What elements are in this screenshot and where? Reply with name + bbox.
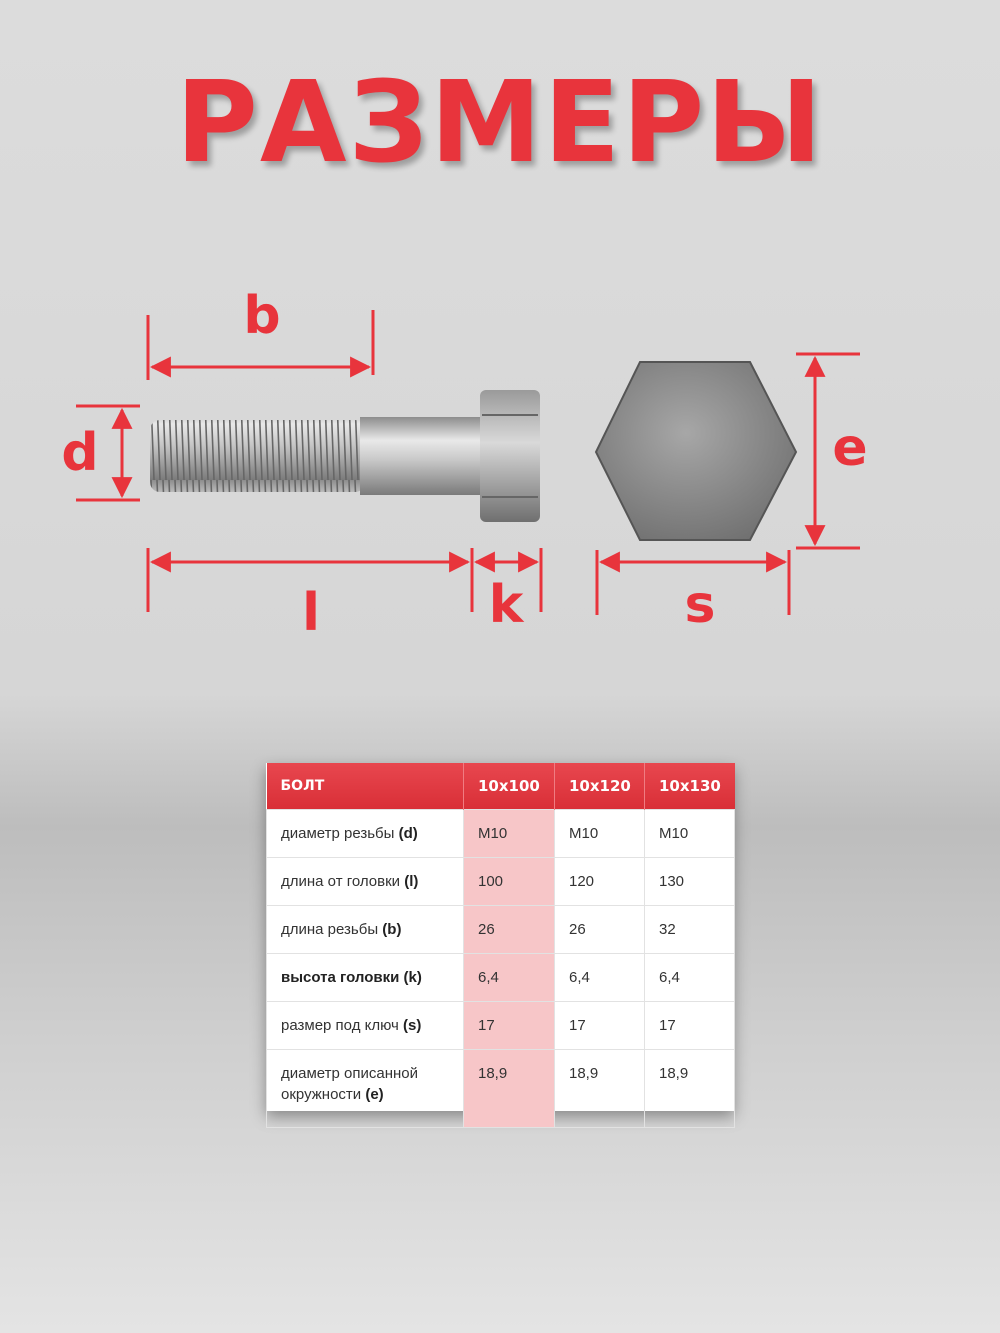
dim-label-s: s [684,575,716,635]
row-label: размер под ключ (s) [267,1002,464,1050]
dim-label-k: k [488,575,524,635]
table-header-row [267,763,735,810]
header-bolt: БОЛТ [267,763,464,810]
table-cell: 18,9 [645,1050,735,1128]
table-cell: М10 [464,810,555,858]
table-row [267,810,735,858]
table-cell: 6,4 [555,954,645,1002]
bolt-thread [150,420,365,492]
table-cell: 6,4 [645,954,735,1002]
table-row [267,1002,735,1050]
table-cell: 32 [645,906,735,954]
table-row [267,906,735,954]
table-cell: 26 [555,906,645,954]
bolt-side-view [150,390,540,522]
row-label: диаметр описанной окружности (e) [267,1050,464,1128]
table-row [267,954,735,1002]
table-cell: 18,9 [464,1050,555,1128]
table-cell: 17 [555,1002,645,1050]
dimensions-table [266,763,734,1111]
header-size-3: 10х130 [645,763,735,810]
header-size-2: 10х120 [555,763,645,810]
bolt-head [480,390,540,522]
header-size-1: 10х100 [464,763,555,810]
table-row [267,858,735,906]
table-cell: 18,9 [555,1050,645,1128]
table-cell: М10 [645,810,735,858]
table-cell: 17 [464,1002,555,1050]
row-label: диаметр резьбы (d) [267,810,464,858]
table-cell: 100 [464,858,555,906]
dim-label-b: b [243,286,281,346]
dim-label-d: d [61,423,99,483]
dim-label-l: l [302,583,320,643]
table-cell: 6,4 [464,954,555,1002]
bolt-shank [360,417,485,495]
hex-head-view [596,362,796,540]
table-cell: М10 [555,810,645,858]
table-row [267,1050,735,1128]
row-label: длина от головки (l) [267,858,464,906]
table-cell: 26 [464,906,555,954]
table-cell: 120 [555,858,645,906]
table-cell: 130 [645,858,735,906]
page-title: РАЗМЕРЫ [175,58,825,188]
table-cell: 17 [645,1002,735,1050]
dim-label-e: e [832,418,868,478]
row-label: длина резьбы (b) [267,906,464,954]
row-label: высота головки (k) [267,954,464,1002]
